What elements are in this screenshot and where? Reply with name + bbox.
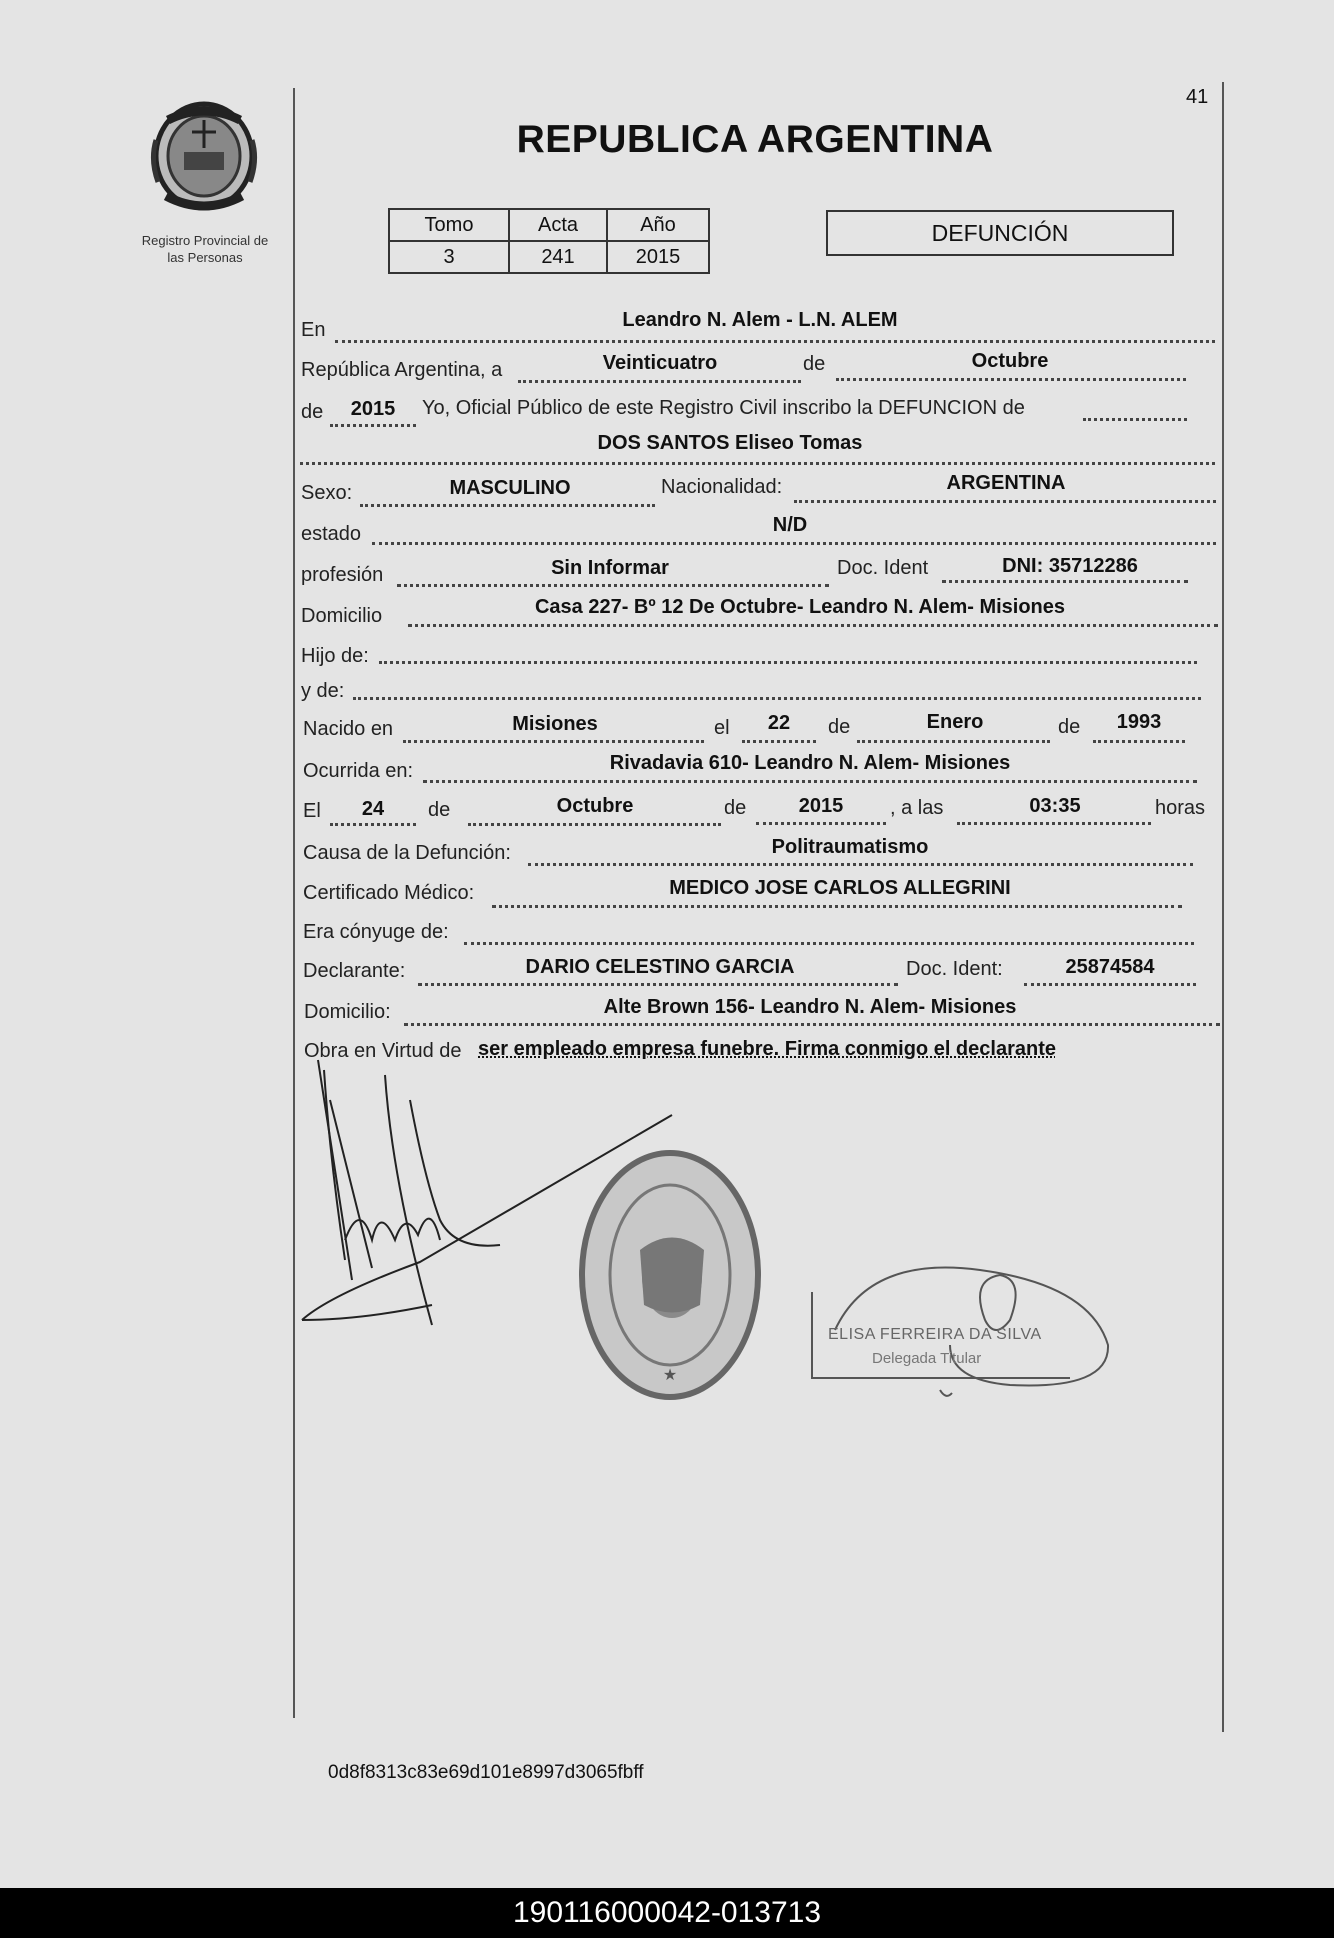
value-anio: 2015 bbox=[607, 241, 709, 273]
label-de-birth-2: de bbox=[1058, 716, 1081, 738]
field-birth-month: Enero bbox=[926, 711, 984, 733]
label-de-year: de bbox=[301, 401, 324, 423]
label-a-las: , a las bbox=[890, 797, 944, 819]
header-tomo: Tomo bbox=[389, 209, 509, 241]
label-el-date: El bbox=[303, 800, 321, 822]
field-death-time: 03:35 bbox=[1029, 795, 1081, 817]
registry-seal-icon bbox=[582, 1153, 758, 1397]
label-profesion: profesión bbox=[301, 564, 384, 586]
field-deceased-name: DOS SANTOS Eliseo Tomas bbox=[597, 432, 863, 454]
field-nationality: ARGENTINA bbox=[946, 472, 1066, 494]
field-day-text: Veinticuatro bbox=[602, 352, 718, 374]
label-de-death-2: de bbox=[724, 797, 747, 819]
label-declarante: Declarante: bbox=[303, 960, 406, 982]
label-de-birth-1: de bbox=[828, 716, 851, 738]
label-el: el bbox=[714, 717, 730, 739]
field-death-year: 2015 bbox=[798, 795, 844, 817]
label-nacido-en: Nacido en bbox=[303, 718, 394, 740]
header-anio: Año bbox=[607, 209, 709, 241]
registry-name: Registro Provincial de las Personas bbox=[141, 233, 269, 265]
field-certificate: MEDICO JOSE CARLOS ALLEGRINI bbox=[669, 877, 1011, 899]
field-month: Octubre bbox=[971, 350, 1049, 372]
label-nacionalidad: Nacionalidad: bbox=[661, 476, 783, 498]
field-address: Casa 227- Bº 12 De Octubre- Leandro N. Alem- Misiones bbox=[534, 596, 1066, 618]
officer-stamp-role: Delegada Titular bbox=[872, 1350, 982, 1367]
field-year: 2015 bbox=[350, 398, 396, 420]
label-ocurrida-en: Ocurrida en: bbox=[303, 760, 414, 782]
label-hijo-de: Hijo de: bbox=[301, 645, 369, 667]
label-de-death-1: de bbox=[428, 799, 451, 821]
label-domicilio-2: Domicilio: bbox=[304, 1001, 391, 1023]
record-type-box: DEFUNCIÓN bbox=[826, 210, 1174, 256]
statement-text: Yo, Oficial Público de este Registro Civil inscribo la DEFUNCION de bbox=[422, 397, 1025, 419]
label-en: En bbox=[301, 319, 326, 341]
field-obra-text: ser empleado empresa funebre. Firma conmigo el declarante bbox=[478, 1038, 1056, 1060]
label-horas: horas bbox=[1155, 797, 1206, 819]
header-acta: Acta bbox=[509, 209, 607, 241]
value-tomo: 3 bbox=[389, 241, 509, 273]
document-hash: 0d8f8313c83e69d101e8997d3065fbff bbox=[328, 1762, 644, 1783]
footer-document-id: 190116000042-013713 bbox=[0, 1888, 1334, 1938]
field-declarant-address: Alte Brown 156- Leandro N. Alem- Misiones bbox=[603, 996, 1017, 1018]
label-estado: estado bbox=[301, 523, 362, 545]
field-declarant: DARIO CELESTINO GARCIA bbox=[525, 956, 795, 978]
page-number: 41 bbox=[1186, 86, 1209, 108]
label-republica: República Argentina, a bbox=[301, 359, 503, 381]
svg-text:★: ★ bbox=[662, 1365, 678, 1384]
field-declarant-doc: 25874584 bbox=[1065, 956, 1155, 978]
field-death-month: Octubre bbox=[556, 795, 634, 817]
label-certificado: Certificado Médico: bbox=[303, 882, 475, 904]
label-causa: Causa de la Defunción: bbox=[303, 842, 511, 864]
label-y-de: y de: bbox=[301, 680, 345, 702]
field-profession: Sin Informar bbox=[551, 557, 669, 579]
label-conyuge: Era cónyuge de: bbox=[303, 921, 449, 943]
label-domicilio: Domicilio bbox=[301, 605, 383, 627]
label-de: de bbox=[803, 353, 826, 375]
label-doc-ident: Doc. Ident bbox=[837, 557, 929, 579]
field-cause: Politraumatismo bbox=[771, 836, 929, 858]
label-sexo: Sexo: bbox=[301, 482, 353, 504]
field-sex: MASCULINO bbox=[449, 477, 571, 499]
field-civil-status: N/D bbox=[772, 514, 808, 536]
field-death-place: Rivadavia 610- Leandro N. Alem- Misiones bbox=[609, 752, 1011, 774]
page-title: REPUBLICA ARGENTINA bbox=[516, 118, 994, 161]
value-acta: 241 bbox=[509, 241, 607, 273]
field-birth-day: 22 bbox=[767, 712, 791, 734]
field-birth-year: 1993 bbox=[1116, 711, 1162, 733]
officer-stamp-name: ELISA FERREIRA DA SILVA bbox=[828, 1326, 1042, 1343]
field-death-day: 24 bbox=[361, 798, 385, 820]
field-place: Leandro N. Alem - L.N. ALEM bbox=[622, 309, 898, 331]
label-doc-ident-2: Doc. Ident: bbox=[906, 958, 1003, 980]
field-document: DNI: 35712286 bbox=[1002, 555, 1138, 577]
field-birth-place: Misiones bbox=[512, 713, 598, 735]
label-obra: Obra en Virtud de bbox=[304, 1040, 462, 1062]
